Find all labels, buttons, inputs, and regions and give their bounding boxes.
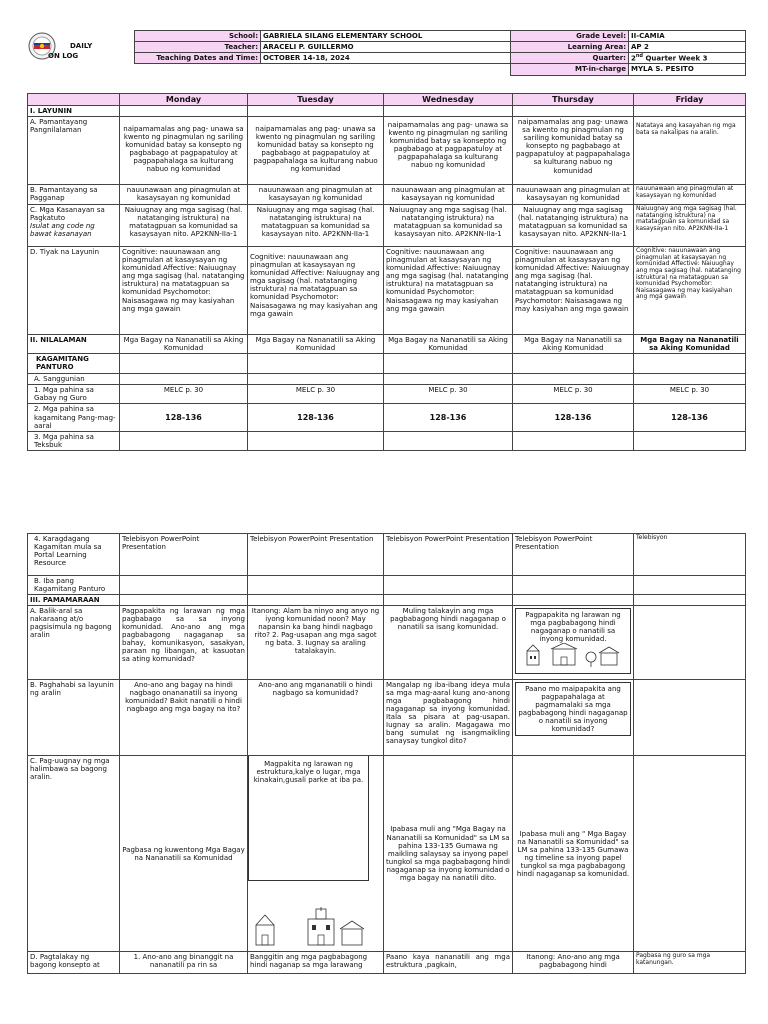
cell: 128-136 bbox=[248, 404, 384, 431]
cell: Mangalap ng iba-ibang ideya mula sa mga mag-aaral kung ano-anong mga pagbabagong hindi nagaganap sa inyong komunidad. Itala sa pisara at pag-usapan. Iugnay sa aralin. Magagawa mo bang sumulat ng isangmaikling sanaysay tungkol dito? bbox=[384, 680, 513, 756]
cell: Cognitive: nauunawaan ang pinagmulan at kasaysayan ng komunidad Affective: Naiuugnay ang mga sagisag (hal. natatanging istruktura) na matatagpuan sa komunidad Psychomotor: Naisasagawa ng may kasiyahan ang mga gawain bbox=[120, 247, 248, 335]
church-house-sketch-icon bbox=[248, 907, 368, 947]
teacher-label: Teacher: bbox=[135, 42, 261, 53]
cell: Paano kaya nananatili ang mga estruktura ,pagkain, bbox=[384, 952, 513, 974]
sanggunian-label: A. Sanggunian bbox=[28, 374, 120, 385]
cell: Cognitive: nauunawaan ang pinagmulan at kasaysayan ng komunidad Affective: Naiuugnay ang mga sagisag (hal. natatanging istruktura) na matatagpuan sa komunidad Psychomotor: Naisasagawa ng may kasiyahan ang mga gawain bbox=[248, 247, 384, 335]
kagamitan-heading: KAGAMITANG PANTURO bbox=[28, 354, 120, 374]
cell: Mga Bagay na Nananatili sa Aking Komunidad bbox=[634, 335, 746, 354]
tuesday-text: Magpakita ng larawan ng estruktura,kalye o lugar, mga kinakain,gusali parke at iba pa. bbox=[253, 760, 364, 785]
cell: nauunawaan ang pinagmulan at kasaysayan ng komunidad bbox=[384, 185, 513, 205]
cell: Telebisyon PowerPoint Presentation bbox=[513, 534, 634, 576]
row-label: D. Pagtalakay ng bagong konsepto at bbox=[28, 952, 120, 974]
row-label: A. Pamantayang Pangnilalaman bbox=[28, 117, 120, 185]
cell: 1. Ano-ano ang binanggit na nananatili pa rin sa bbox=[120, 952, 248, 974]
cell: Itanong: Alam ba ninyo ang anyo ng iyong komunidad noon? May napansin ka bang hindi nagbago rito? 2. Pag-usapan ang mga sagot ng bata. 3. Iugnay sa araling tatalakayin. bbox=[248, 606, 384, 680]
cell: 128-136 bbox=[513, 404, 634, 431]
cell: Cognitive: nauunawaan ang pinagmulan at kasaysayan ng komunidad Affective: Naiuugnay ang mga sagisag (hal. natatanging istruktura) na matatagpuan sa komunidad Psychomotor: Naisasagawa ng may kasiyahan ang mga gawain bbox=[384, 247, 513, 335]
mt-label: MT-in-charge bbox=[511, 64, 629, 75]
cell: Cognitive: nauunawaan ang pinagmulan at kasaysayan ng komunidad Affective: Naiuugnay ang mga sagisag (hal. natatanging istruktura) na matatagpuan sa komunidad Psychomotor: Naisasagawa ng may kasiyahan ang mga gawain bbox=[513, 247, 634, 335]
cell: MELC p. 30 bbox=[513, 385, 634, 404]
title-line1: DAILY bbox=[70, 42, 93, 50]
cell: Telebisyon bbox=[634, 534, 746, 576]
cell: Mga Bagay na Nananatili sa Aking Komunidad bbox=[120, 335, 248, 354]
cell: Pagpapakita ng larawan ng mga pagbabago sa sa inyong komunidad. Ano-ano ang mga pagbabagong nagaganap sa bahay, komunikasyon, sasakyan, paraan ng libangan, at kasuotan sa ating komunidad? bbox=[120, 606, 248, 680]
quarter-label: Quarter: bbox=[511, 53, 629, 64]
cell: Pagbasa ng kuwentong Mga Bagay na Nananatili sa Komunidad bbox=[120, 756, 248, 952]
cell: Ipabasa muli ang " Mga Bagay na Nananatili sa Komunidad" sa LM sa pahina 133-135 Gumawa ng timeline sa inyong papel tungkol sa mga pagbabagong hindi nagaganap sa komunidad. bbox=[513, 756, 634, 952]
tuesday-picture-box bbox=[248, 756, 369, 881]
cell: Natataya ang kasayahan ng mga bata sa nakalipas na aralin. bbox=[634, 117, 746, 185]
cell: Ano-ano ang bagay na hindi nagbago onananatili sa inyong komunidad? Bakit nanatili o hindi nagbago ang mga bagay na ito? bbox=[120, 680, 248, 756]
row-label: C. Pag-uugnay ng mga halimbawa sa bagong aralin. bbox=[28, 756, 120, 952]
grade-value: II-CAMIA bbox=[629, 31, 746, 42]
area-value: AP 2 bbox=[629, 42, 746, 53]
cell: nauunawaan ang pinagmulan at kasaysayan ng komunidad bbox=[634, 185, 746, 205]
cell bbox=[513, 680, 634, 756]
thursday-text: Pagpapakita ng larawan ng mga pagbabagong hindi nagaganap o nanatili sa inyong komunidad. bbox=[525, 611, 621, 644]
cell: naipamamalas ang pag- unawa sa kwento ng pinagmulan ng sariling komunidad batay sa konsepto ng pagbabago at pagpapatuloy at pagpapahalaga sa kulturang nabuo ng komunidad bbox=[384, 117, 513, 185]
cell: Banggitin ang mga pagbabagong hindi naganap sa mga larawang bbox=[248, 952, 384, 974]
cell: Mga Bagay na Nananatili sa Aking Komunidad bbox=[248, 335, 384, 354]
cell: naipamamalas ang pag- unawa sa kwento ng pinagmulan ng sariling komunidad batay sa konsepto ng pagbabago at pagpapatuloy at pagpapahalaga sa kulturang nabuo ng komunidad bbox=[513, 117, 634, 185]
dates-label: Teaching Dates and Time: bbox=[135, 53, 261, 64]
header-table bbox=[134, 30, 746, 76]
thursday-picture-box bbox=[515, 608, 631, 674]
cell: Naiuugnay ang mga sagisag (hal. natatanging istruktura) na matatagpuan sa komunidad sa kasaysayan nito. AP2KNN-IIa-1 bbox=[384, 205, 513, 247]
cell: MELC p. 30 bbox=[248, 385, 384, 404]
grade-label: Grade Level: bbox=[511, 31, 629, 42]
day-header: Wednesday bbox=[384, 94, 513, 106]
title-line2: ON LOG bbox=[48, 52, 79, 60]
cell: Ano-ano ang mgananatili o hindi nagbago sa komunidad? bbox=[248, 680, 384, 756]
quarter-number: 2 bbox=[631, 54, 636, 63]
layunin-heading: I. LAYUNIN bbox=[28, 106, 120, 117]
cell: Itanong: Ano-ano ang mga pagbabagong hindi bbox=[513, 952, 634, 974]
row-label: A. Balik-aral sa nakaraang at/o pagsisimula ng bagong aralin bbox=[28, 606, 120, 680]
row-label-text: C. Mga Kasanayan sa Pagkatuto bbox=[30, 206, 105, 223]
cell: Pagbasa ng guro sa mga katanungan. bbox=[634, 952, 746, 974]
day-header: Tuesday bbox=[248, 94, 384, 106]
cell: naipamamalas ang pag- unawa sa kwento ng pinagmulan ng sariling komunidad batay sa konsepto ng pagbabago at pagpapatuloy at pagpapahalaga sa kulturang nabuo ng komunidad bbox=[120, 117, 248, 185]
cell: 128-136 bbox=[384, 404, 513, 431]
row-label: 1. Mga pahina sa Gabay ng Guro bbox=[28, 385, 120, 404]
cell: nauunawaan ang pinagmulan at kasaysayan ng komunidad bbox=[513, 185, 634, 205]
cell: MELC p. 30 bbox=[634, 385, 746, 404]
quarter-suffix: nd bbox=[635, 53, 644, 60]
school-label: School: bbox=[135, 31, 261, 42]
row-label: B. Paghahabi sa layunin ng aralin bbox=[28, 680, 120, 756]
area-label: Learning Area: bbox=[511, 42, 629, 53]
cell: nauunawaan ang pinagmulan at kasaysayan ng komunidad bbox=[120, 185, 248, 205]
cell: Telebisyon PowerPoint Presentation bbox=[248, 534, 384, 576]
lesson-table-2 bbox=[27, 533, 746, 974]
cell: 128-136 bbox=[634, 404, 746, 431]
mt-value: MYLA S. PESITO bbox=[629, 64, 746, 75]
cell: Naiuugnay ang mga sagisag (hal. natatanging istruktura) na matatagpuan sa komunidad sa kasaysayan nito. AP2KNN-IIa-1 bbox=[513, 205, 634, 247]
cell: Mga Bagay na Nananatili sa Aking Komunidad bbox=[384, 335, 513, 354]
cell bbox=[513, 606, 634, 680]
quarter-text: Quarter Week 3 bbox=[643, 54, 708, 63]
row-label bbox=[28, 205, 120, 247]
cell: Naiuugnay ang mga sagisag (hal. natatanging istruktura) na matatagpuan sa komunidad sa kasaysayan nito. AP2KNN-IIa-1 bbox=[120, 205, 248, 247]
row-label: B. Iba pang Kagamitang Panturo bbox=[28, 576, 120, 595]
row-label: 4. Karagdagang Kagamitan mula sa Portal Learning Resource bbox=[28, 534, 120, 576]
cell: MELC p. 30 bbox=[384, 385, 513, 404]
pamamaraan-heading: III. PAMAMARAAN bbox=[28, 595, 120, 606]
cell: 128-136 bbox=[120, 404, 248, 431]
cell: Cognitive: nauunawaan ang pinagmulan at kasaysayan ng komunidad Affective: Naiuugnay ang mga sagisag (hal. natatanging istruktura) na matatagpuan sa komunidad Psychomotor: Naisasagawa ng may kasiyahan ang mga gawain bbox=[634, 247, 746, 335]
cell: Telebisyon PowerPoint Presentation bbox=[384, 534, 513, 576]
thursday-question-box: Paano mo maipapakita ang pagpapahalaga at pagmamalaki sa mga pagbabagong hindi nagaganap o nanatili sa inyong komunidad? bbox=[515, 682, 631, 736]
quarter-value bbox=[629, 53, 746, 64]
buildings-sketch-icon bbox=[523, 643, 623, 669]
dates-value: OCTOBER 14-18, 2024 bbox=[261, 53, 511, 64]
day-header: Friday bbox=[634, 94, 746, 106]
cell: naipamamalas ang pag- unawa sa kwento ng pinagmulan ng sariling komunidad batay sa konsepto ng pagbabago at pagpapatuloy at pagpapahalaga sa kulturang nabuo ng komunidad bbox=[248, 117, 384, 185]
cell: nauunawaan ang pinagmulan at kasaysayan ng komunidad bbox=[248, 185, 384, 205]
cell: Naiuugnay ang mga sagisag (hal. natatanging istruktura) na matatagpuan sa komunidad sa kasaysayan nito. AP2KNN-IIa-1 bbox=[634, 205, 746, 247]
cell: Ipabasa muli ang "Mga Bagay na Nananatili sa Komunidad" sa LM sa pahina 133-135 Gumawa ng maikling salaysay sa inyong papel tungkol sa mga pagbabagong hindi nagaganap sa inyong komunidad o mga bagay na nanatili dito. bbox=[384, 756, 513, 952]
nilalaman-heading: II. NILALAMAN bbox=[28, 335, 120, 354]
cell: MELC p. 30 bbox=[120, 385, 248, 404]
day-header: Monday bbox=[120, 94, 248, 106]
lesson-table-1 bbox=[27, 93, 746, 451]
day-header: Thursday bbox=[513, 94, 634, 106]
row-label-note: Isulat ang code ng bawat kasanayan bbox=[30, 222, 95, 239]
cell: Muling talakayin ang mga pagbabagong hindi nagaganap o nanatili sa isang komunidad. bbox=[384, 606, 513, 680]
cell: Telebisyon PowerPoint Presentation bbox=[120, 534, 248, 576]
school-value: GABRIELA SILANG ELEMENTARY SCHOOL bbox=[261, 31, 511, 42]
cell: Mga Bagay na Nananatili sa Aking Komunidad bbox=[513, 335, 634, 354]
cell bbox=[248, 756, 384, 952]
row-label: 2. Mga pahina sa kagamitang Pang-mag-aaral bbox=[28, 404, 120, 431]
cell: Naiuugnay ang mga sagisag (hal. natatanging istruktura) na matatagpuan sa komunidad sa kasaysayan nito. AP2KNN-IIa-1 bbox=[248, 205, 384, 247]
row-label: B. Pamantayang sa Pagganap bbox=[28, 185, 120, 205]
teacher-value: ARACELI P. GUILLERMO bbox=[261, 42, 511, 53]
row-label: D. Tiyak na Layunin bbox=[28, 247, 120, 335]
corner-cell bbox=[28, 94, 120, 106]
row-label: 3. Mga pahina sa Teksbuk bbox=[28, 431, 120, 450]
